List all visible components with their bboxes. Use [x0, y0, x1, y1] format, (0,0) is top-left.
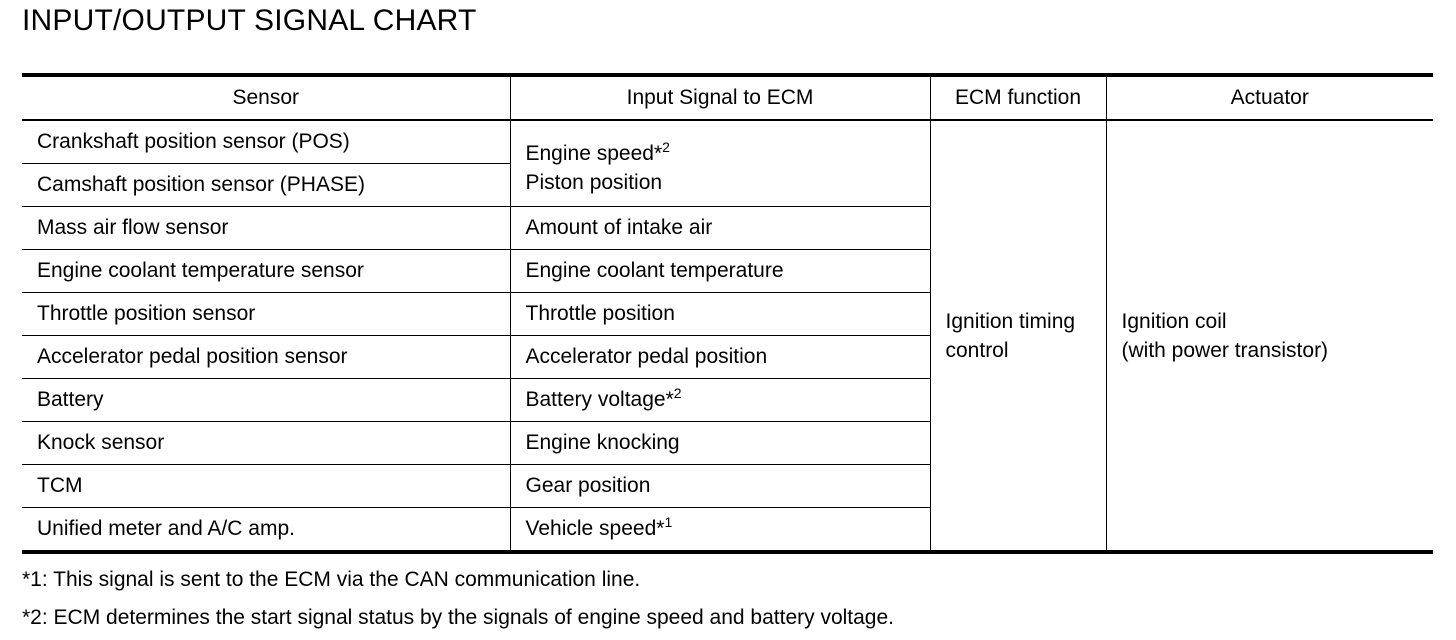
footnote-marker: 2 — [662, 138, 670, 155]
column-header-actuator: Actuator — [1106, 75, 1433, 120]
sensor-cell: Engine coolant temperature sensor — [22, 250, 510, 293]
actuator-cell — [1106, 120, 1433, 552]
input-signal-cell: Throttle position — [510, 293, 930, 336]
input-signal-line: Piston position — [525, 170, 663, 194]
column-header-ecm-function: ECM function — [930, 75, 1106, 120]
sensor-cell: Camshaft position sensor (PHASE) — [22, 164, 510, 207]
sensor-cell: Mass air flow sensor — [22, 207, 510, 250]
sensor-cell: Battery — [22, 379, 510, 422]
sensor-cell: Accelerator pedal position sensor — [22, 336, 510, 379]
sensor-cell: Crankshaft position sensor (POS) — [22, 120, 510, 164]
sensor-cell: Unified meter and A/C amp. — [22, 508, 510, 553]
input-signal-cell: Accelerator pedal position — [510, 336, 930, 379]
column-header-sensor: Sensor — [22, 75, 510, 120]
ecm-function-line: control — [945, 338, 1009, 362]
input-signal-text: Battery voltage* — [525, 388, 674, 411]
sensor-cell: Knock sensor — [22, 422, 510, 465]
sensor-cell: Throttle position sensor — [22, 293, 510, 336]
page-title: INPUT/OUTPUT SIGNAL CHART — [22, 4, 477, 37]
input-signal-cell: Amount of intake air — [510, 207, 930, 250]
table-header-row — [22, 75, 1433, 120]
footnote-2: *2: ECM determines the start signal status by the signals of engine speed and battery voltage. — [22, 606, 895, 629]
sensor-cell: TCM — [22, 465, 510, 508]
footnote-marker: 1 — [664, 514, 673, 530]
footnote-1: *1: This signal is sent to the ECM via the CAN communication line. — [22, 568, 641, 591]
input-signal-cell — [510, 120, 930, 207]
footnote-marker: 2 — [673, 385, 682, 401]
table-row — [22, 120, 1433, 164]
input-signal-cell — [510, 508, 930, 553]
ecm-function-cell — [930, 120, 1106, 552]
column-header-input-signal: Input Signal to ECM — [510, 75, 930, 120]
input-signal-cell — [510, 379, 930, 422]
signal-chart-table — [22, 73, 1433, 554]
input-signal-cell: Gear position — [510, 465, 930, 508]
input-signal-cell: Engine coolant temperature — [510, 250, 930, 293]
input-signal-cell: Engine knocking — [510, 422, 930, 465]
input-signal-line: Engine speed* — [525, 141, 663, 165]
ecm-function-line: Ignition timing — [945, 309, 1076, 333]
actuator-line: Ignition coil — [1121, 309, 1227, 333]
actuator-line: (with power transistor) — [1121, 338, 1329, 362]
input-signal-text: Vehicle speed* — [525, 517, 665, 540]
